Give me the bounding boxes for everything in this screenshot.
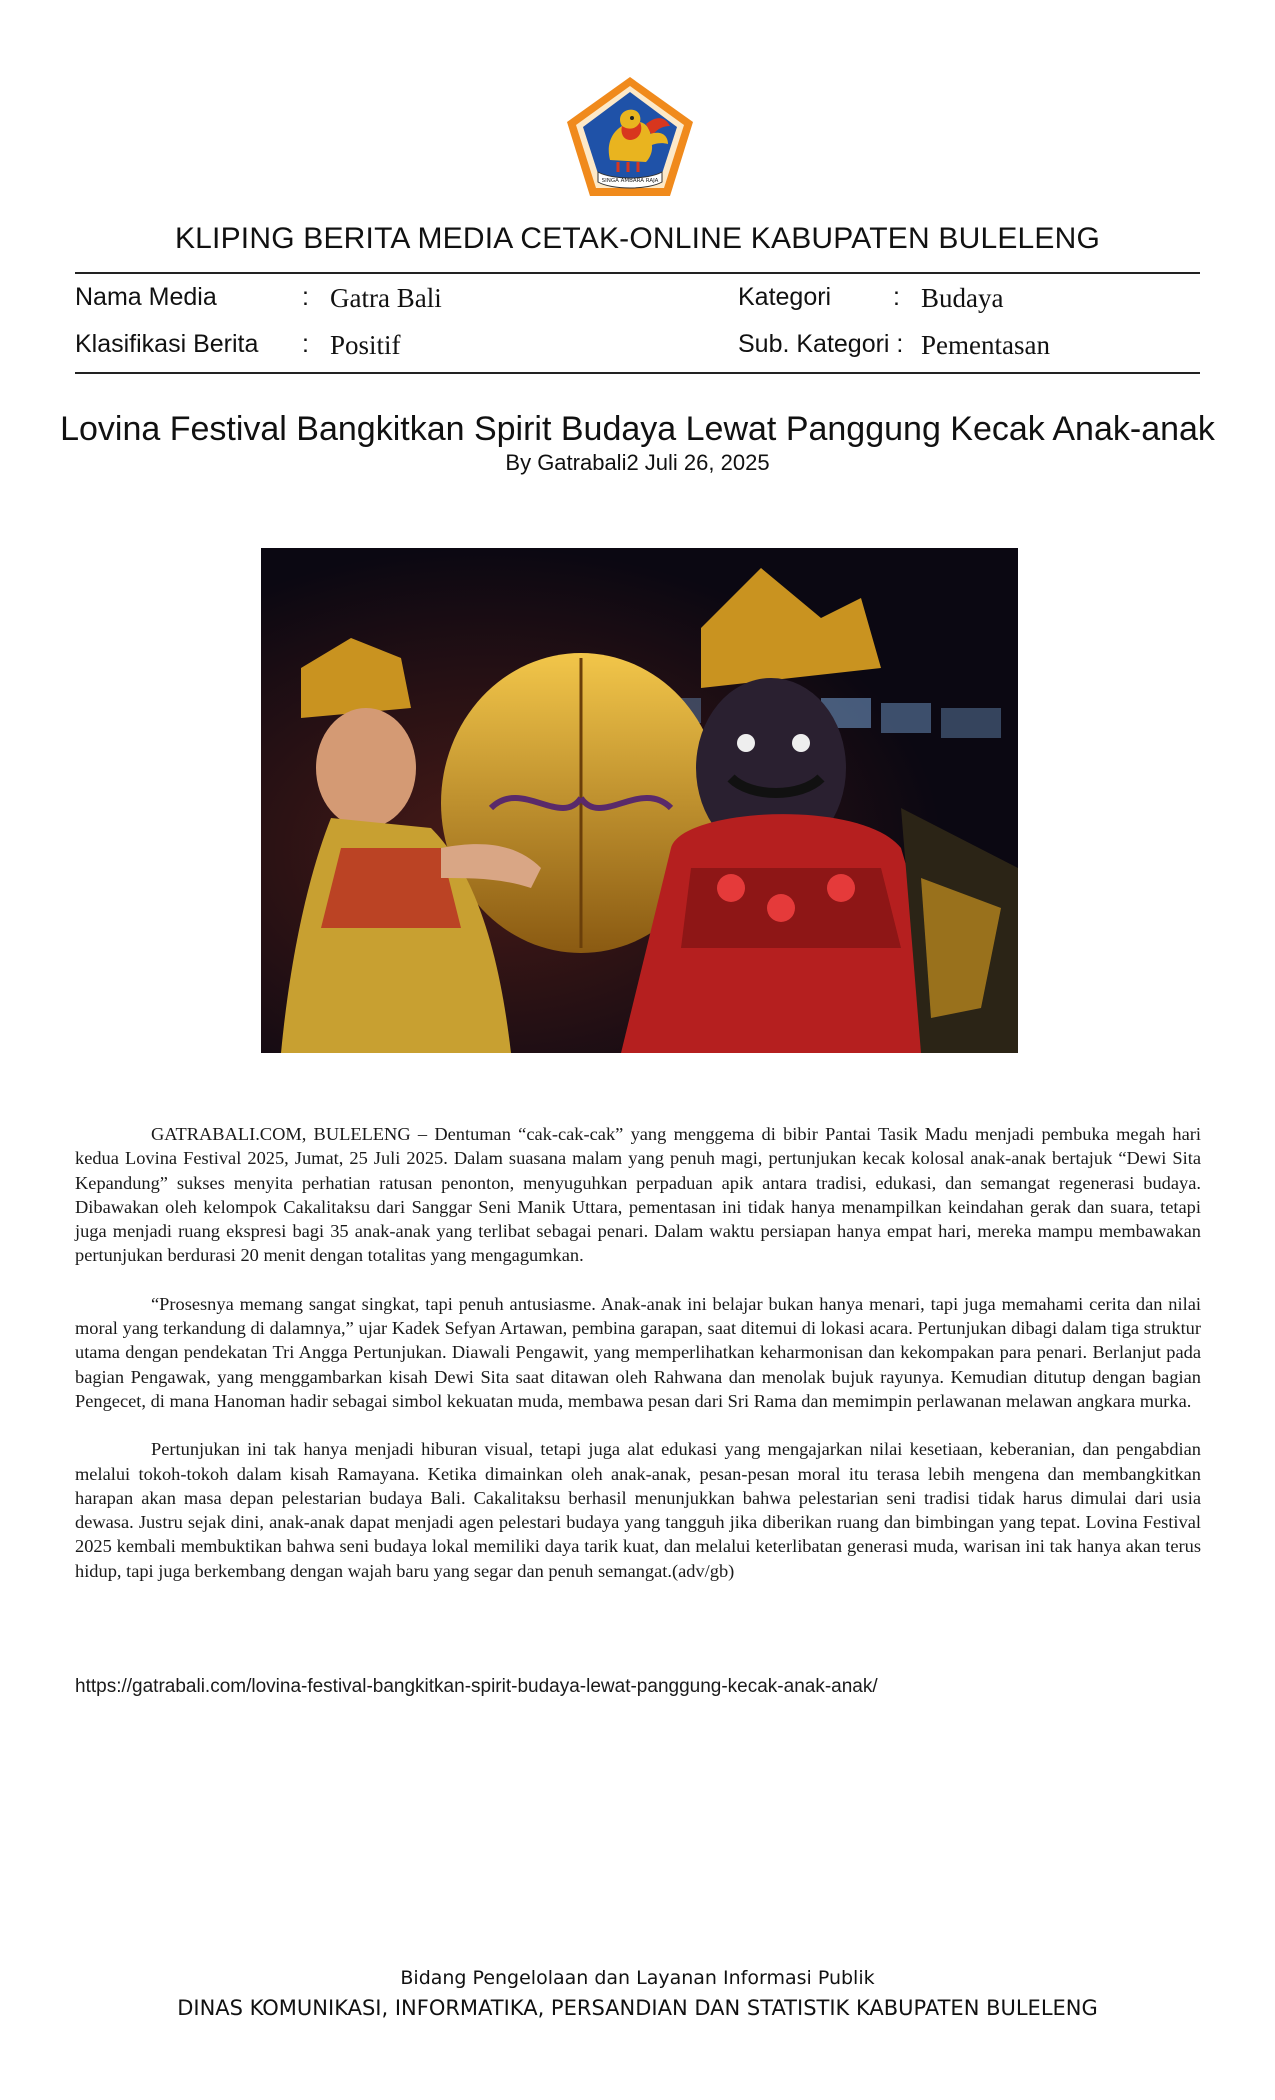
article-photo	[261, 548, 1018, 1053]
article-body	[75, 1122, 1201, 1607]
kategori-value: Budaya	[921, 283, 1004, 313]
kategori-label: Kategori	[738, 283, 832, 311]
singa-ambara-raja-emblem-icon	[562, 74, 698, 200]
kategori-separator: :	[893, 283, 900, 311]
source-link[interactable]: https://gatrabali.com/lovina-festival-bangkitkan-spirit-budaya-lewat-panggung-kecak-anak-anak/	[75, 1676, 878, 1697]
media-label: Nama Media	[75, 283, 217, 311]
logo-motto: SINGA AMBARA RAJA	[601, 178, 659, 184]
media-separator: :	[302, 283, 309, 311]
subkategori-label: Sub. Kategori :	[738, 330, 904, 358]
subkategori-value: Pementasan	[921, 330, 1050, 360]
klasifikasi-value: Positif	[330, 330, 401, 360]
article-paragraph: “Prosesnya memang sangat singkat, tapi penuh antusiasme. Anak-anak ini belajar bukan hanya menari, tapi juga memahami cerita dan nilai moral yang terkandung di dalamnya,” ujar Kadek Sefyan Artawan, pembina garapan, saat ditemui di lokasi acara. Pertunjukan dibagi dalam tiga struktur utama dengan pendekatan Tri Angga Pertunjukan. Diawali Pengawit, yang memperlihatkan keharmonisan dan kekompakan para penari. Berlanjut pada bagian Pengawak, yang menggambarkan kisah Dewi Sita saat ditawan oleh Rahwana dan menolak bujuk rayunya. Kemudian ditutup dengan bagian Pengecet, di mana Hanoman hadir sebagai simbol kekuatan muda, membawa pesan dari Sri Rama dan memimpin perlawanan melawan angkara murka.	[75, 1293, 1201, 1411]
article-title: Lovina Festival Bangkitkan Spirit Budaya Lewat Panggung Kecak Anak-anak	[60, 410, 1215, 448]
article-paragraph: GATRABALI.COM, BULELENG – Dentuman “cak-cak-cak” yang menggema di bibir Pantai Tasik Madu menjadi pembuka megah hari kedua Lovina Festival 2025, Jumat, 25 Juli 2025. Dalam suasana malam yang penuh magi, pertunjukan kecak kolosal anak-anak bertajuk “Dewi Sita Kepandung” sukses menyita perhatian ratusan penonton, menyuguhkan perpaduan apik antara tradisi, edukasi, dan semangat regenerasi budaya. Dibawakan oleh kelompok Cakalitaksu dari Sanggar Seni Manik Uttara, pementasan ini tidak hanya menampilkan keindahan gerak dan suara, tetapi juga menjadi ruang ekspresi bagi 35 anak-anak yang terlibat sebagai penari. Dalam waktu persiapan hanya empat hari, mereka mampu membawakan pertunjukan berdurasi 20 menit dengan totalitas yang mengagumkan.	[75, 1124, 1201, 1266]
article-byline: By Gatrabali2 Juli 26, 2025	[505, 450, 770, 475]
media-value: Gatra Bali	[330, 283, 442, 313]
footer-office: DINAS KOMUNIKASI, INFORMATIKA, PERSANDIAN DAN STATISTIK KABUPATEN BULELENG	[177, 1996, 1098, 2020]
klasifikasi-label: Klasifikasi Berita	[75, 330, 259, 358]
clipping-header-title: KLIPING BERITA MEDIA CETAK-ONLINE KABUPATEN BULELENG	[174, 222, 1101, 255]
header-divider-top	[75, 272, 1200, 274]
header-divider-bottom	[75, 372, 1200, 374]
klasifikasi-separator: :	[302, 330, 309, 358]
article-paragraph: Pertunjukan ini tak hanya menjadi hiburan visual, tetapi juga alat edukasi yang mengajarkan nilai kesetiaan, keberanian, dan pengabdian melalui tokoh-tokoh dalam kisah Ramayana. Ketika dimainkan oleh anak-anak, pesan-pesan moral itu terasa lebih mengena dan membangkitkan harapan akan masa depan pelestarian budaya Bali. Cakalitaksu berhasil menunjukkan bahwa pelestarian seni tradisi tidak harus dimulai dari usia dewasa. Justru sejak dini, anak-anak dapat menjadi agen pelestari budaya yang tangguh jika diberikan ruang dan bimbingan yang tepat. Lovina Festival 2025 kembali membuktikan bahwa seni budaya lokal memiliki daya tarik kuat, dan melalui keterlibatan generasi muda, warisan ini tak hanya akan terus hidup, tapi juga berkembang dengan wajah baru yang segar dan penuh semangat.(adv/gb)	[75, 1439, 1201, 1581]
footer-division: Bidang Pengelolaan dan Layanan Informasi Publik	[400, 1967, 875, 1989]
